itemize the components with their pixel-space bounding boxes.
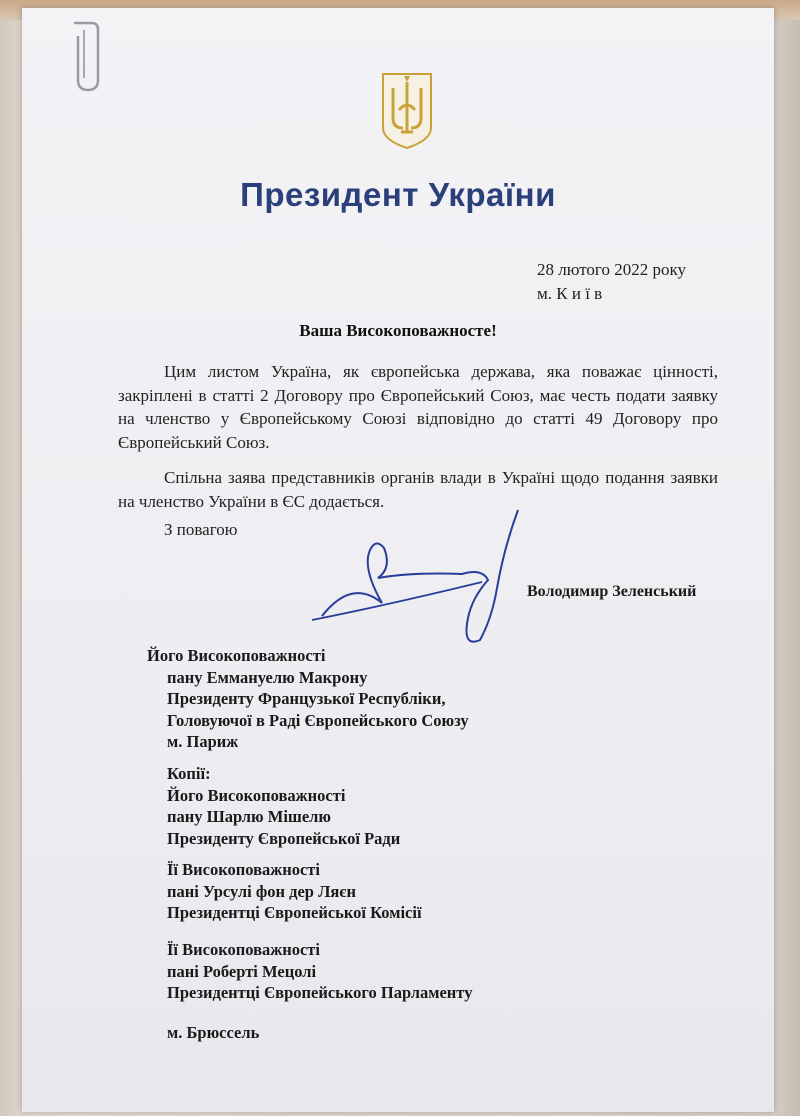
copy3-line-1: Її Високоповажності — [167, 940, 320, 959]
body-paragraph-2: Спільна заява представників органів влади в Україні щодо подання заявки на членство України в ЄС додається. — [118, 468, 718, 511]
copy1-line-2: пану Шарлю Мішелю — [167, 807, 332, 826]
body-paragraph-1: Цим листом Україна, як європейська держава, яка поважає цінності, закріплені в статті 2 Договору про Європейський Союз, має честь подати заявку на членство у Європейському Союзі відповідно до статті 49 Договору про Європейський Союз. — [118, 362, 718, 452]
letter-body — [118, 360, 718, 513]
recipient-block — [147, 645, 469, 753]
recipient-line-1: Його Високоповажності — [147, 646, 326, 665]
copy2-line-2: пані Урсулі фон дер Ляєн — [167, 881, 356, 901]
paper-clip-icon — [62, 18, 106, 98]
salutation: Ваша Високоповажносте! — [299, 321, 497, 340]
recipient-line-2: пану Еммануелю Макрону — [167, 667, 368, 687]
copy2-line-1: Її Високоповажності — [167, 860, 320, 879]
copies-label: Копії: — [167, 764, 211, 783]
copy1-line-1: Його Високоповажності — [167, 785, 346, 805]
letterhead-title: Президент України — [240, 176, 556, 213]
copies-city: м. Брюссель — [167, 1023, 260, 1042]
copies-city-block — [147, 1022, 259, 1044]
closing: З повагою — [164, 520, 238, 539]
copy2-line-3: Президентці Європейської Комісії — [167, 903, 422, 922]
date-block — [537, 258, 686, 306]
copy1-line-3: Президенту Європейської Ради — [167, 828, 401, 848]
copies-block-1 — [147, 763, 400, 849]
recipient-line-4: Головуючої в Раді Європейського Союзу — [167, 710, 469, 730]
letter-date: 28 лютого 2022 року — [537, 260, 686, 279]
recipient-line-3: Президенту Французької Республіки, — [167, 689, 446, 708]
copies-block-2 — [147, 859, 422, 924]
letter-city: м. К и ї в — [537, 284, 603, 303]
recipient-line-5: м. Париж — [167, 732, 239, 751]
copy3-line-2: пані Роберті Мецолі — [167, 961, 317, 981]
letter-page — [22, 8, 774, 1112]
trident-emblem-icon — [379, 70, 435, 150]
copies-block-3 — [147, 939, 472, 1004]
handwritten-signature — [292, 508, 552, 658]
copy3-line-3: Президентці Європейського Парламенту — [167, 983, 473, 1002]
signer-name: Володимир Зеленський — [527, 583, 697, 600]
